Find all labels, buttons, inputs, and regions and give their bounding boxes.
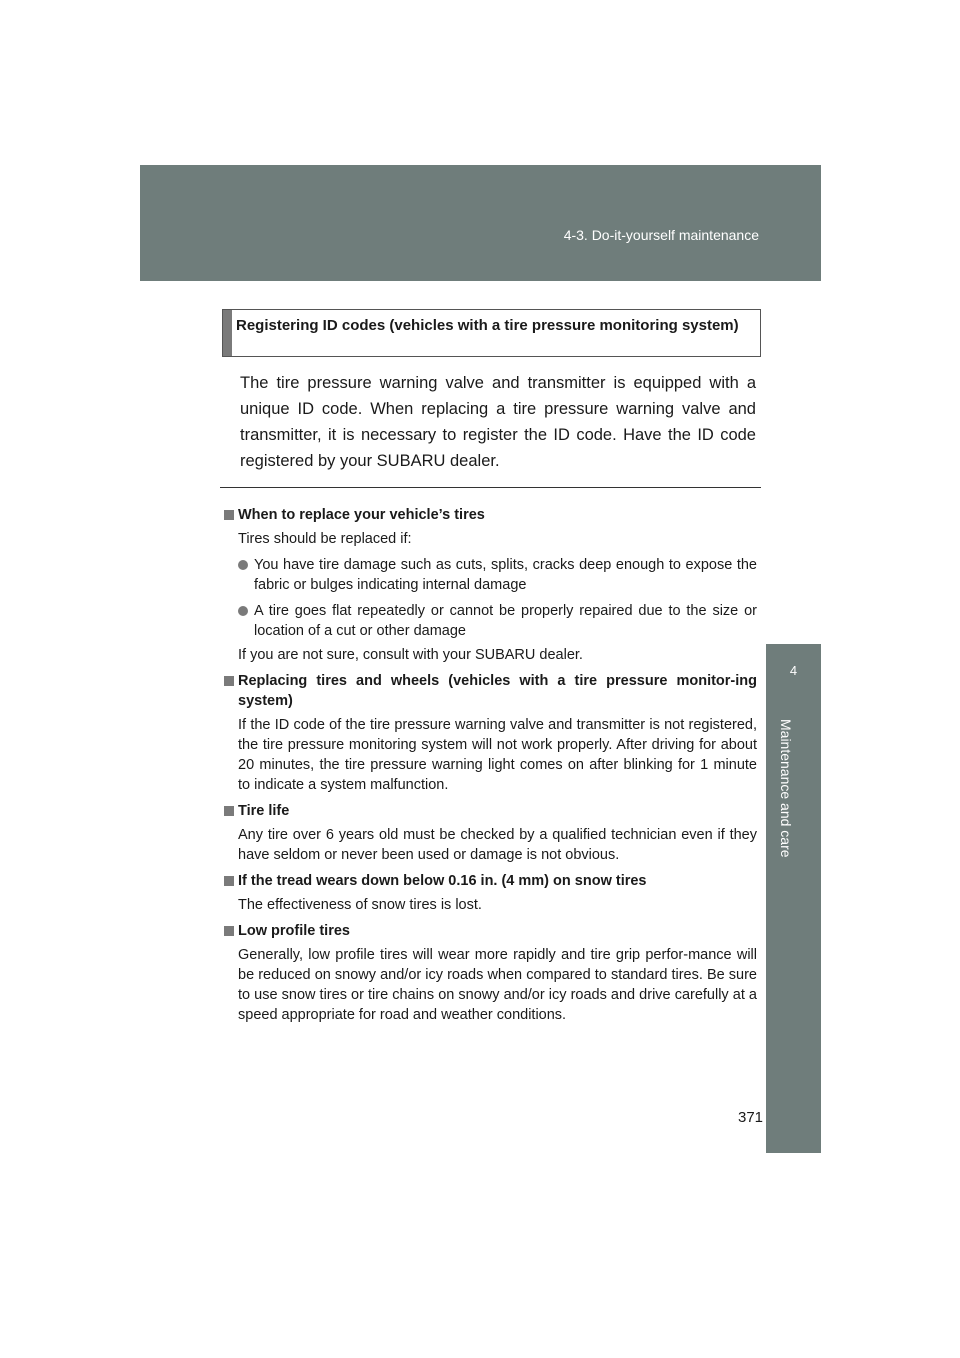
bullet-item: You have tire damage such as cuts, splits, cracks deep enough to expose the fabric or bulges indicating internal damage bbox=[254, 555, 757, 595]
chapter-strip bbox=[766, 713, 821, 1153]
chapter-label: Maintenance and care bbox=[778, 719, 794, 858]
section-heading: Tire life bbox=[222, 801, 757, 821]
section-text: The effectiveness of snow tires is lost. bbox=[238, 897, 482, 913]
divider bbox=[220, 487, 761, 488]
section-text: Tires should be replaced if: bbox=[238, 531, 412, 547]
info-box-title: Registering ID codes (vehicles with a tire pressure monitoring system) bbox=[236, 317, 739, 334]
bullet-item: A tire goes flat repeatedly or cannot be properly repaired due to the size or location of a cut or other damage bbox=[254, 601, 757, 641]
notes-content bbox=[222, 505, 757, 1025]
square-bullet-icon bbox=[224, 676, 234, 686]
circle-bullet-icon bbox=[238, 560, 248, 570]
section-text: If you are not sure, consult with your SUBARU dealer. bbox=[238, 647, 583, 663]
info-box-text: The tire pressure warning valve and transmitter is equipped with a unique ID code. When replacing a tire pressure warning valve and transmitter, it is necessary to register the ID code. Have the ID code registered by your SUBARU dealer. bbox=[240, 374, 756, 470]
chapter-tab bbox=[766, 644, 821, 713]
section-heading: Low profile tires bbox=[222, 921, 757, 941]
section-text: If the ID code of the tire pressure warning valve and transmitter is not registered, the tire pressure monitoring system will not work properly. After driving for about 20 minutes, the tire pressure warning light comes on after blinking for 1 minute to indicate a system malfunction. bbox=[238, 717, 757, 793]
section-heading: When to replace your vehicle’s tires bbox=[222, 505, 757, 525]
square-bullet-icon bbox=[224, 926, 234, 936]
header-band bbox=[140, 165, 821, 281]
page-number: 371 bbox=[738, 1109, 764, 1126]
info-box bbox=[222, 309, 761, 357]
chapter-number: 4 bbox=[789, 663, 798, 678]
section-heading: Replacing tires and wheels (vehicles with a tire pressure monitor-ing system) bbox=[222, 671, 757, 711]
section-title: 4-3. Do-it-yourself maintenance bbox=[563, 227, 759, 243]
section-text: Generally, low profile tires will wear more rapidly and tire grip perfor-mance will be reduced on snowy and/or icy roads when compared to standard tires. Be sure to use snow tires or tire chains on snowy and/or icy roads and drive carefully at a speed appropriate for road and weather conditions. bbox=[238, 947, 757, 1023]
info-box-bar bbox=[223, 310, 232, 356]
circle-bullet-icon bbox=[238, 606, 248, 616]
square-bullet-icon bbox=[224, 876, 234, 886]
square-bullet-icon bbox=[224, 806, 234, 816]
section-heading: If the tread wears down below 0.16 in. (4 mm) on snow tires bbox=[222, 871, 757, 891]
square-bullet-icon bbox=[224, 510, 234, 520]
section-text: Any tire over 6 years old must be checked by a qualified technician even if they have seldom or never been used or damage is not obvious. bbox=[238, 827, 757, 863]
